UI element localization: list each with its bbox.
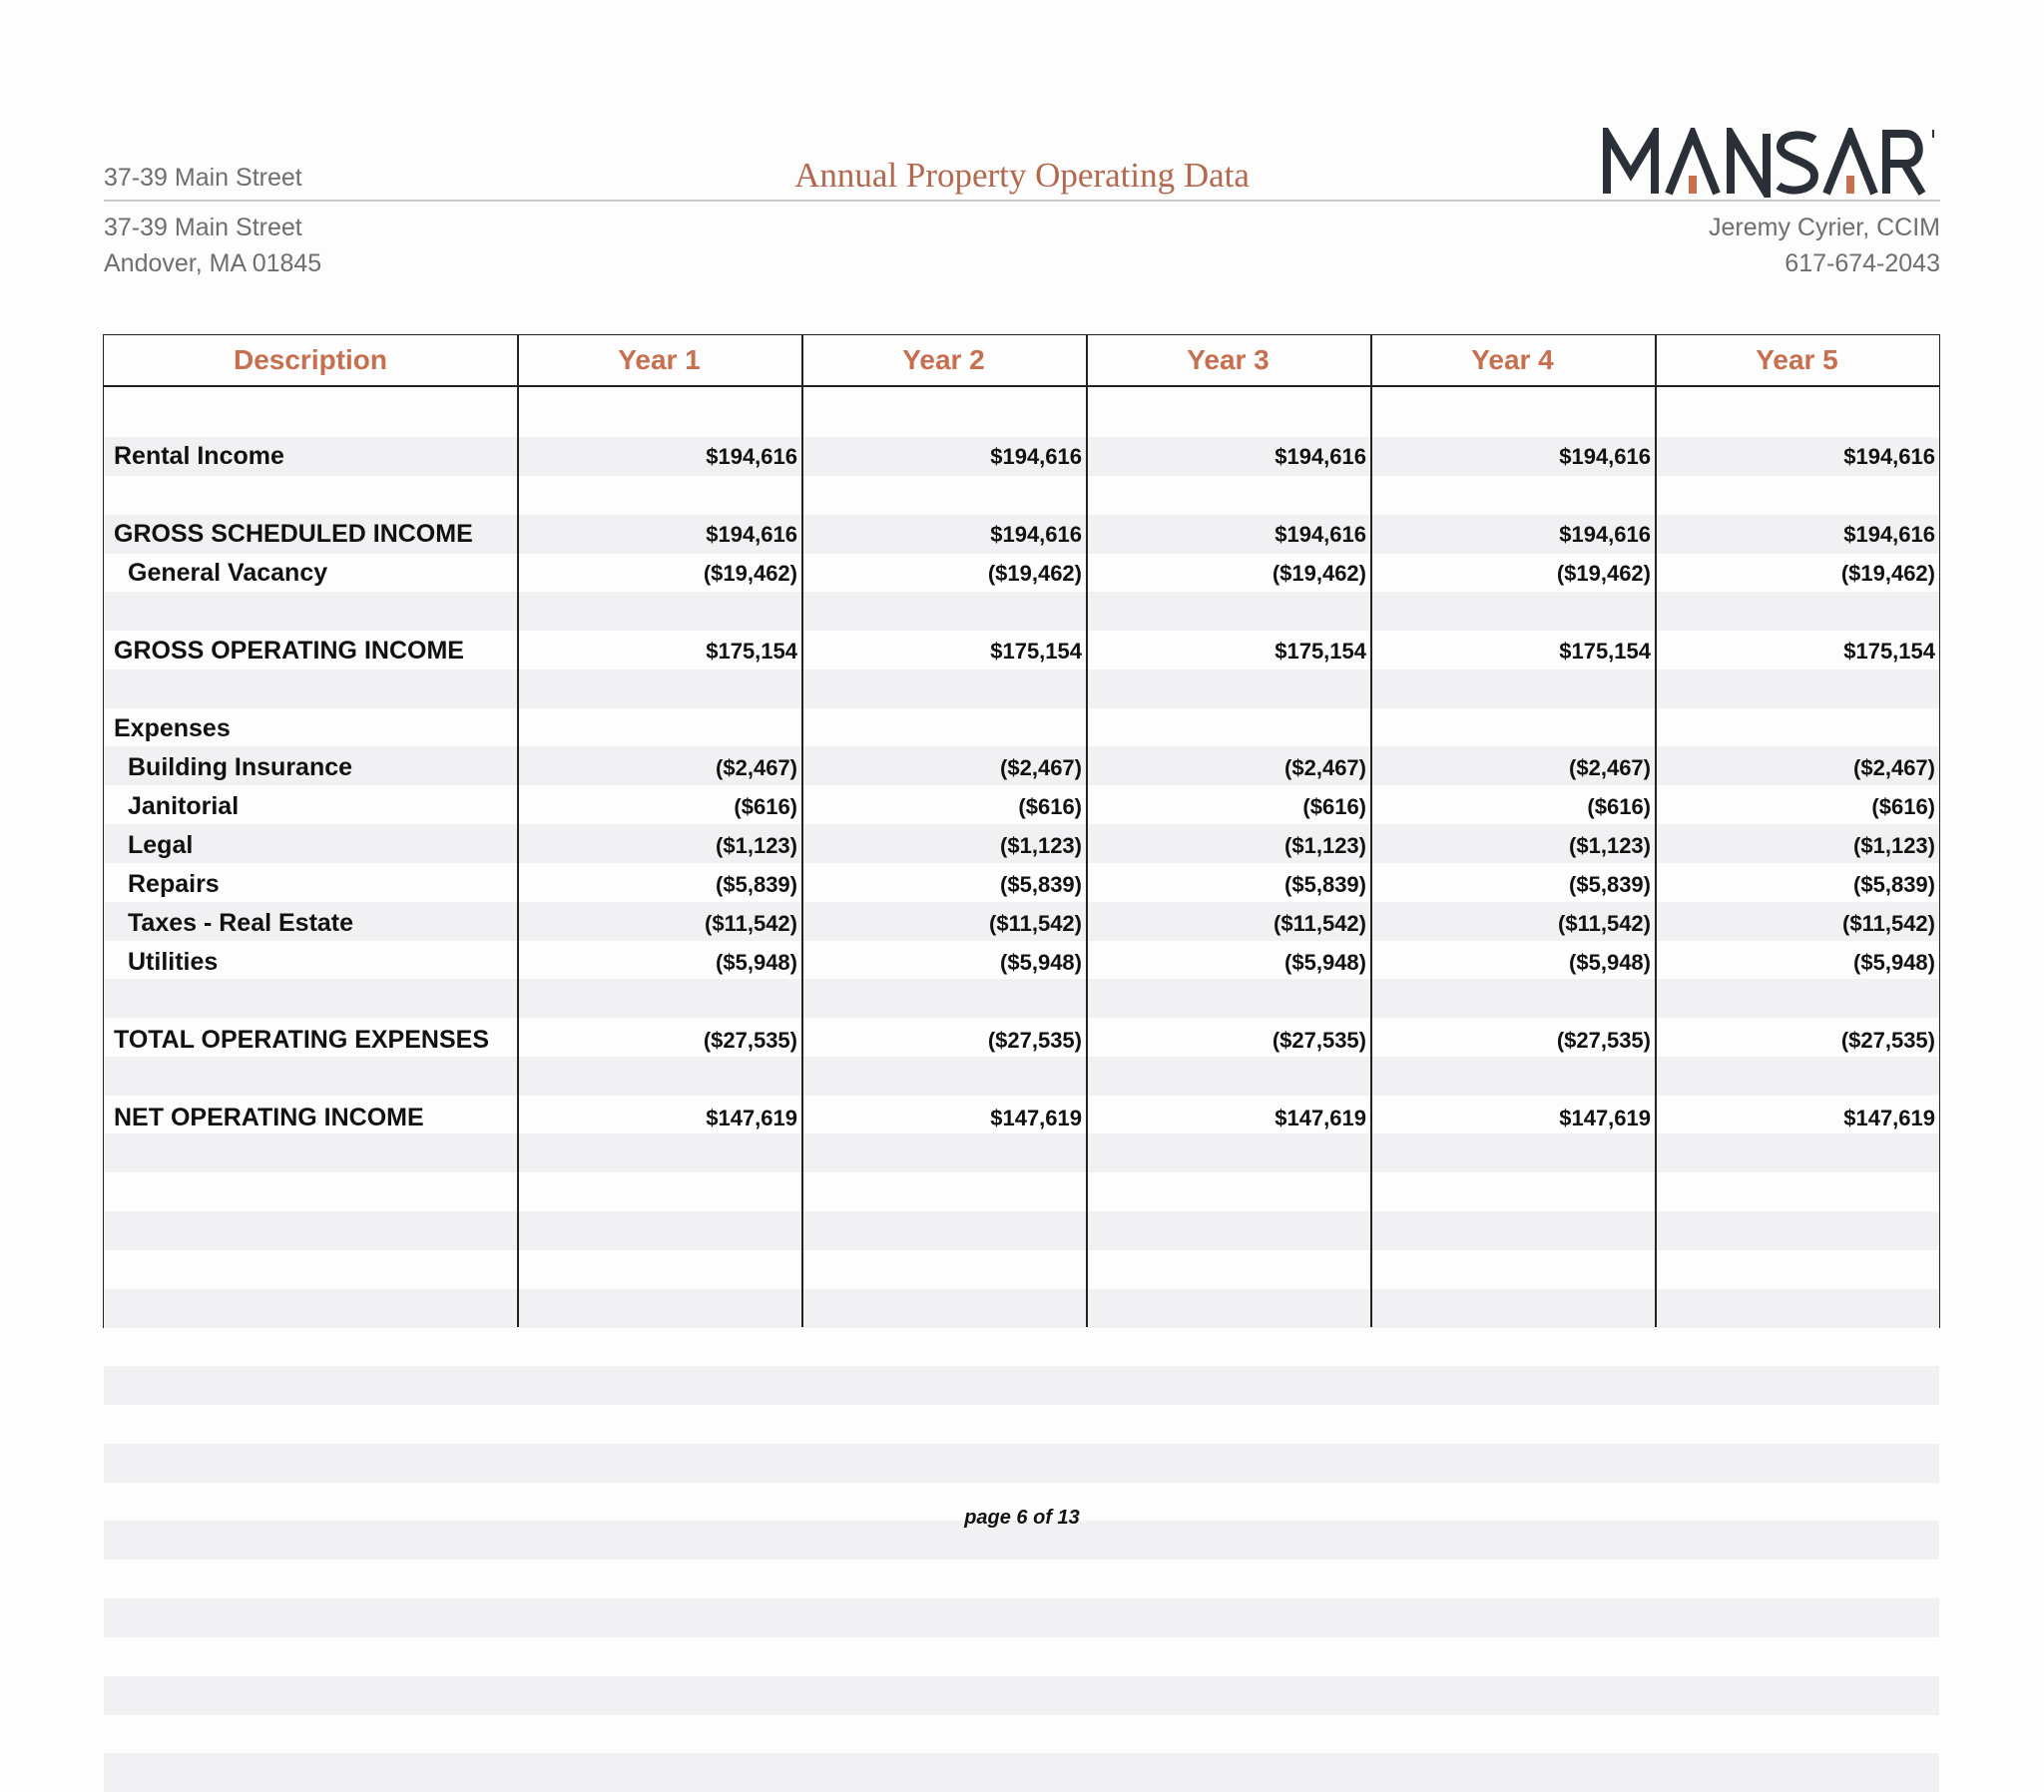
table-row [104, 826, 1939, 865]
row-value: $194,616 [990, 444, 1082, 469]
row-value: ($2,467) [716, 755, 797, 780]
row-stripe [104, 979, 1939, 1018]
table-row [104, 554, 1939, 593]
row-value [801, 709, 1082, 748]
row-value: $175,154 [1559, 639, 1651, 664]
contact-phone: 617-674-2043 [1785, 249, 1940, 277]
row-value: ($5,948) [1000, 950, 1082, 975]
row-stripe [104, 1366, 1939, 1405]
row-label: Taxes - Real Estate [128, 909, 354, 937]
row-label: TOTAL OPERATING EXPENSES [114, 1026, 489, 1054]
row-value [1655, 709, 1935, 748]
row-value [517, 709, 797, 748]
row-value: ($19,462) [1272, 561, 1366, 586]
row-value: ($27,535) [703, 1028, 797, 1053]
row-value: ($5,839) [1000, 872, 1082, 897]
column-header: Year 1 [618, 344, 701, 375]
column-header: Year 2 [902, 344, 985, 375]
table-row [104, 748, 1939, 787]
address-line-1: 37-39 Main Street [104, 214, 302, 241]
row-value: $194,616 [1843, 444, 1935, 469]
row-stripe [104, 1133, 1939, 1172]
row-value [1370, 709, 1651, 748]
broker-contact [1709, 210, 1940, 281]
row-value: ($5,948) [1853, 950, 1935, 975]
row-value: ($2,467) [1853, 755, 1935, 780]
row-stripe [104, 592, 1939, 631]
row-value: $147,619 [1559, 1106, 1651, 1130]
row-label: GROSS OPERATING INCOME [114, 637, 464, 665]
row-value: ($2,467) [1284, 755, 1366, 780]
row-stripe [104, 670, 1939, 708]
header-divider [104, 200, 1940, 202]
row-value: ($11,542) [1558, 911, 1651, 936]
row-value: ($27,535) [1272, 1028, 1366, 1053]
row-value: $175,154 [1275, 639, 1366, 664]
row-stripe [104, 1289, 1939, 1328]
column-header: Year 4 [1471, 344, 1554, 375]
row-value: ($1,123) [1569, 833, 1651, 858]
row-value: ($19,462) [987, 561, 1082, 586]
row-value: ($5,948) [1569, 950, 1651, 975]
row-value: ($2,467) [1000, 755, 1082, 780]
row-label: General Vacancy [128, 559, 328, 587]
row-value: ($11,542) [1274, 911, 1366, 936]
column-header: Year 3 [1187, 344, 1270, 375]
row-value: ($1,123) [1284, 833, 1366, 858]
row-value: ($27,535) [1556, 1028, 1651, 1053]
row-value: ($616) [1302, 794, 1366, 819]
row-value: $147,619 [706, 1106, 797, 1130]
row-label: Repairs [128, 870, 220, 898]
column-header: Year 5 [1756, 344, 1838, 375]
row-label: NET OPERATING INCOME [114, 1104, 424, 1131]
header-property-name: 37-39 Main Street [104, 164, 302, 192]
mansard-logo [1601, 128, 1940, 198]
row-value: ($11,542) [705, 911, 797, 936]
row-label: Building Insurance [128, 753, 353, 781]
row-stripe [104, 1057, 1939, 1096]
row-value: ($19,462) [703, 561, 797, 586]
table-row [104, 1021, 1939, 1060]
row-label: GROSS SCHEDULED INCOME [114, 520, 473, 548]
table-row [104, 943, 1939, 982]
row-value: $194,616 [706, 522, 797, 547]
row-stripe [104, 1753, 1939, 1792]
row-value: ($616) [1018, 794, 1082, 819]
row-value: ($616) [1871, 794, 1935, 819]
operating-data-table [103, 334, 1940, 1328]
row-value: $175,154 [706, 639, 797, 664]
row-stripe [104, 1676, 1939, 1715]
row-value: ($5,839) [716, 872, 797, 897]
row-value: ($5,839) [1284, 872, 1366, 897]
row-value: ($11,542) [989, 911, 1082, 936]
row-value: ($2,467) [1569, 755, 1651, 780]
row-value: ($19,462) [1556, 561, 1651, 586]
table-row [104, 865, 1939, 904]
row-value: $147,619 [990, 1106, 1082, 1130]
row-value: ($616) [1587, 794, 1651, 819]
row-stripe [104, 1598, 1939, 1637]
row-value: ($19,462) [1840, 561, 1935, 586]
row-label: Rental Income [114, 442, 284, 470]
row-label: Utilities [128, 948, 219, 976]
row-value: $194,616 [990, 522, 1082, 547]
row-value: ($27,535) [987, 1028, 1082, 1053]
table-row [104, 515, 1939, 554]
row-value: ($11,542) [1842, 911, 1935, 936]
row-value: $175,154 [990, 639, 1082, 664]
row-value: ($616) [734, 794, 797, 819]
property-address [104, 210, 321, 281]
page-number: page 6 of 13 [964, 1507, 1080, 1529]
row-value: ($1,123) [1853, 833, 1935, 858]
contact-name: Jeremy Cyrier, CCIM [1709, 214, 1940, 241]
row-value: ($5,839) [1853, 872, 1935, 897]
row-value: ($5,839) [1569, 872, 1651, 897]
page-title: Annual Property Operating Data [794, 156, 1250, 195]
header-rule [104, 385, 1939, 387]
row-value: $175,154 [1843, 639, 1935, 664]
row-value: ($27,535) [1840, 1028, 1935, 1053]
row-value: $194,616 [1275, 444, 1366, 469]
row-value [1086, 709, 1366, 748]
table-row [104, 787, 1939, 826]
table-row [104, 709, 1939, 748]
row-value: $194,616 [1275, 522, 1366, 547]
row-label: Expenses [114, 714, 231, 742]
row-value: $194,616 [1559, 522, 1651, 547]
row-value: ($5,948) [1284, 950, 1366, 975]
row-label: Legal [128, 831, 194, 859]
row-stripe [104, 1444, 1939, 1483]
row-value: ($1,123) [1000, 833, 1082, 858]
address-line-2: Andover, MA 01845 [104, 249, 322, 277]
row-label: Janitorial [128, 792, 240, 820]
table-row [104, 632, 1939, 671]
row-value: $194,616 [706, 444, 797, 469]
row-value: ($1,123) [716, 833, 797, 858]
row-value: $147,619 [1275, 1106, 1366, 1130]
row-value: ($5,948) [716, 950, 797, 975]
table-row [104, 1099, 1939, 1137]
row-value: $194,616 [1843, 522, 1935, 547]
row-value: $194,616 [1559, 444, 1651, 469]
table-row [104, 904, 1939, 943]
column-header: Description [233, 344, 388, 375]
table-row [104, 437, 1939, 476]
row-stripe [104, 1211, 1939, 1250]
row-value: $147,619 [1843, 1106, 1935, 1130]
